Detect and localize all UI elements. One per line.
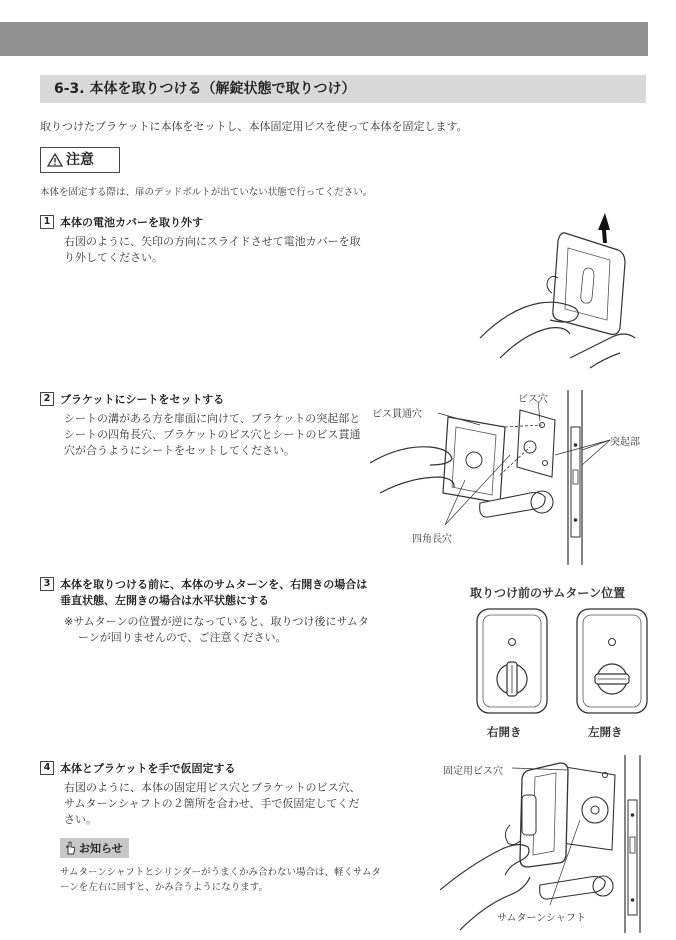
step-body: シートの溝がある方を扉面に向けて、ブラケットの突起部とシートの四角長穴、ブラケットのビス穴とシートのビス貫通穴が合うようにシートをセットしてください。 <box>64 412 361 457</box>
battery-cover-figure <box>470 208 645 373</box>
step-4 <box>40 760 370 828</box>
notice-label: お知らせ <box>79 842 123 855</box>
step-number: 1 <box>40 215 54 229</box>
caution-text: 本体を固定する際は、扉のデッドボルトが出ていない状態で行ってください。 <box>40 187 373 198</box>
temporary-fix-figure <box>440 755 655 935</box>
label-protrusion: 突起部 <box>610 437 640 448</box>
notice-badge <box>60 838 129 858</box>
step-number: 4 <box>40 761 54 775</box>
section-title: 6-3. 本体を取りつける（解錠状態で取りつけ） <box>40 75 646 103</box>
step-2 <box>40 391 370 459</box>
label-right-open: 右開き <box>487 725 522 739</box>
thumbturn-left-open-figure <box>575 607 650 717</box>
header-band <box>0 22 648 56</box>
label-fix-bis-hole: 固定用ビス穴 <box>443 766 503 777</box>
warning-icon <box>47 153 63 167</box>
caution-box <box>40 147 120 173</box>
label-thumbturn-shaft: サムターンシャフト <box>497 913 586 924</box>
thumbturn-right-open-figure <box>475 607 550 717</box>
step-note: ※サムターンの位置が逆になっていると、取りつけ後にサムターンが回りませんので、ご注意ください。 <box>64 615 369 644</box>
thumbturn-figure-title: 取りつけ前のサムターン位置 <box>470 586 626 600</box>
step-body: 右図のように、矢印の方向にスライドさせて電池カバーを取り外してください。 <box>64 235 361 264</box>
label-bis-through-hole: ビス貫通穴 <box>372 409 422 420</box>
intro-text: 取りつけたブラケットに本体をセットし、本体固定用ビスを使って本体を固定します。 <box>40 120 468 133</box>
step-title: ブラケットにシートをセットする <box>60 393 225 406</box>
label-bis-hole: ビス穴 <box>518 394 548 405</box>
top-margin <box>0 0 676 22</box>
step-title: 本体の電池カバーを取り外す <box>60 216 203 229</box>
label-left-open: 左開き <box>588 725 623 739</box>
label-square-slot: 四角長穴 <box>412 534 452 545</box>
step-1 <box>40 214 370 266</box>
step-number: 2 <box>40 392 54 406</box>
step-title: 本体とブラケットを手で仮固定する <box>60 762 236 775</box>
step-title: 本体を取りつける前に、本体のサムターンを、右開きの場合は垂直状態、左開きの場合は水平状態にする <box>60 578 368 607</box>
step-body: 右図のように、本体の固定用ビス穴とブラケットのビス穴、サムターンシャフトの２箇所を合わせ、手で仮固定してください。 <box>64 781 361 826</box>
step-3 <box>40 576 370 646</box>
notice-text: サムターンシャフトとシリンダーがうまくかみ合わない場合は、軽くサムターンを左右に回すと、かみ合うようになります。 <box>60 867 382 893</box>
caution-label: 注意 <box>66 152 94 168</box>
pointing-hand-icon <box>64 841 76 855</box>
step-number: 3 <box>40 577 54 591</box>
